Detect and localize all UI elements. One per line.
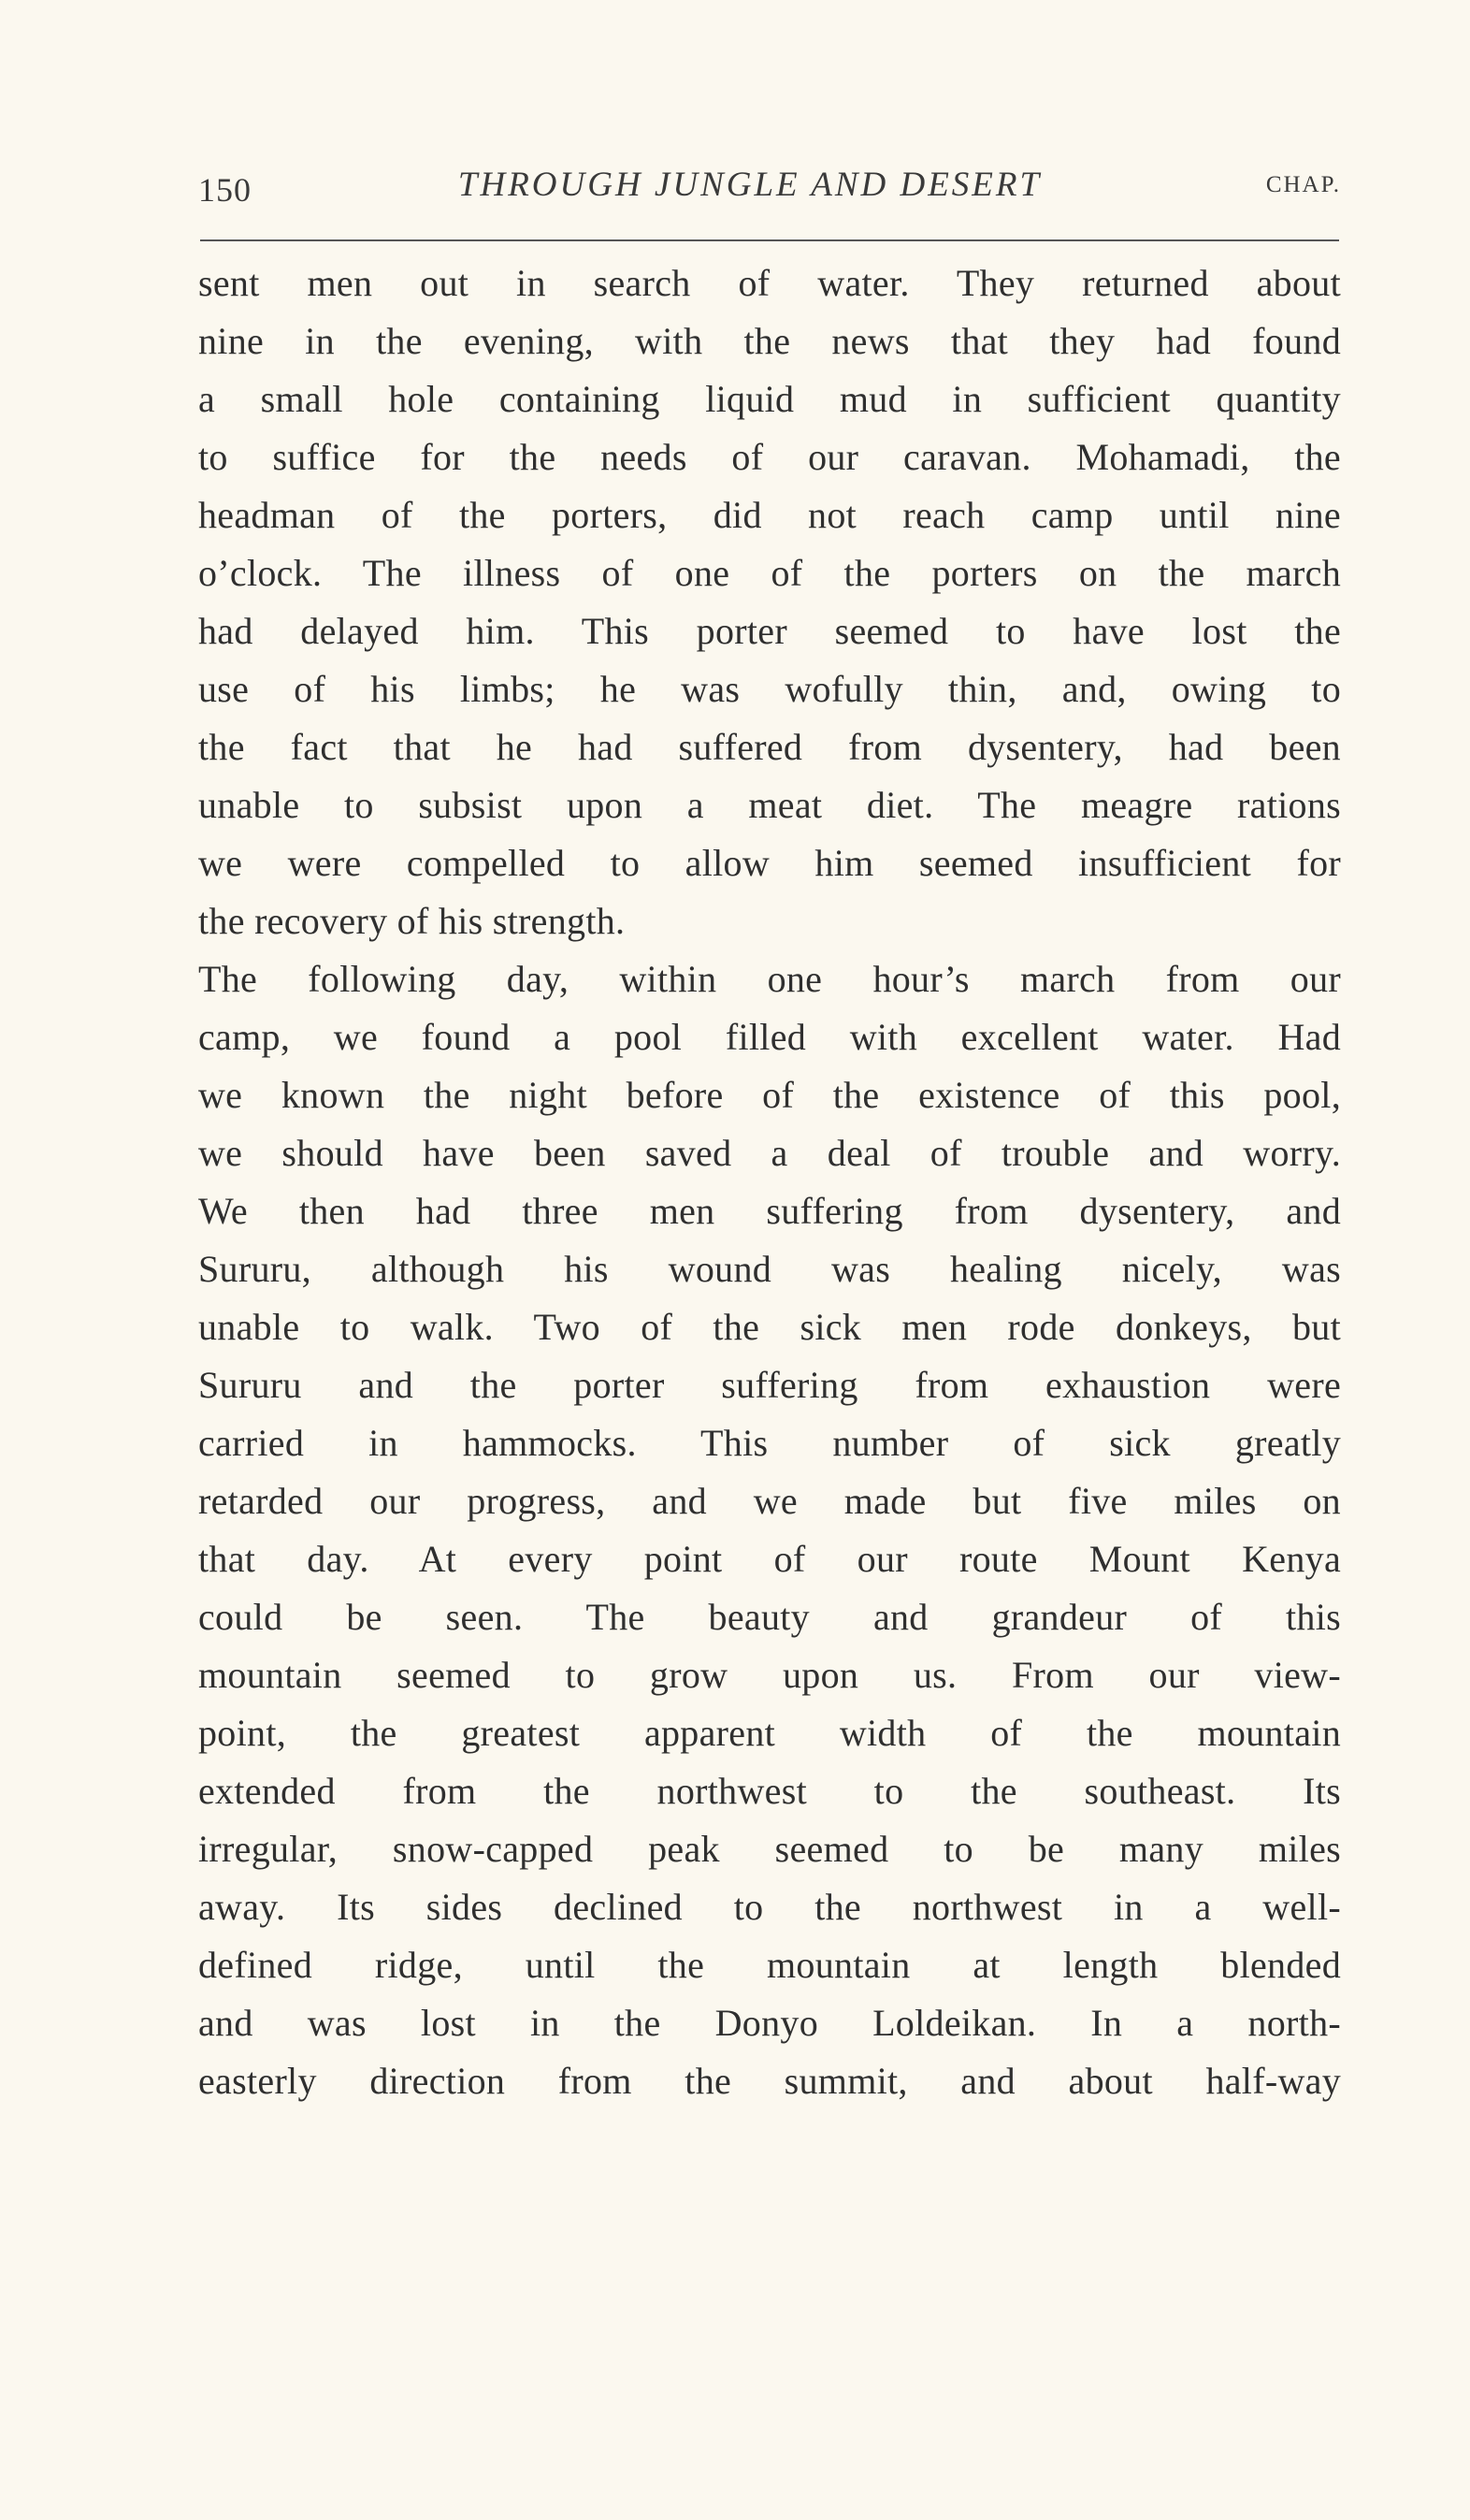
text-line: we should have been saved a deal of trouble and worry. (198, 1132, 1341, 1174)
text-line: Sururu and the porter suffering from exhaustion were (198, 1364, 1341, 1406)
text-line: we known the night before of the existence of this pool, (198, 1074, 1341, 1116)
text-line: defined ridge, until the mountain at length blended (198, 1944, 1341, 1986)
text-line: the fact that he had suffered from dysentery, had been (198, 726, 1341, 768)
text-line: a small hole containing liquid mud in sufficient quantity (198, 378, 1341, 420)
text-line: The following day, within one hour’s march from our (198, 958, 1341, 1000)
page-header (198, 165, 1341, 221)
text-line: sent men out in search of water. They returned about (198, 262, 1341, 304)
text-line: had delayed him. This porter seemed to have lost the (198, 610, 1341, 652)
text-line: irregular, snow-capped peak seemed to be many miles (198, 1828, 1341, 1870)
text-line: to suffice for the needs of our caravan. Mohamadi, the (198, 436, 1341, 478)
text-line: point, the greatest apparent width of the mountain (198, 1712, 1341, 1754)
text-line: headman of the porters, did not reach camp until nine (198, 494, 1341, 536)
chapter-label: CHAP. (1265, 172, 1341, 197)
text-line: the recovery of his strength. (198, 900, 626, 942)
text-line: use of his limbs; he was wofully thin, and, owing to (198, 668, 1341, 710)
text-line: mountain seemed to grow upon us. From our view- (198, 1654, 1341, 1696)
text-line: unable to walk. Two of the sick men rode donkeys, but (198, 1306, 1341, 1348)
text-line: that day. At every point of our route Mount Kenya (198, 1538, 1341, 1580)
header-rule (200, 239, 1339, 241)
text-line: easterly direction from the summit, and about half-way (198, 2060, 1341, 2102)
text-line: and was lost in the Donyo Loldeikan. In a north- (198, 2002, 1341, 2044)
text-line: Sururu, although his wound was healing nicely, was (198, 1248, 1341, 1290)
text-line: away. Its sides declined to the northwest in a well- (198, 1886, 1341, 1928)
text-line: retarded our progress, and we made but five miles on (198, 1480, 1341, 1522)
text-line: carried in hammocks. This number of sick greatly (198, 1422, 1341, 1464)
text-line: o’clock. The illness of one of the porters on the march (198, 552, 1341, 594)
body-text (198, 254, 1341, 2110)
text-line: camp, we found a pool filled with excellent water. Had (198, 1016, 1341, 1058)
text-line: nine in the evening, with the news that they had found (198, 320, 1341, 362)
text-line: we were compelled to allow him seemed insufficient for (198, 842, 1341, 884)
page-number: 150 (198, 171, 252, 209)
text-line: extended from the northwest to the southeast. Its (198, 1770, 1341, 1812)
text-line: We then had three men suffering from dysentery, and (198, 1190, 1341, 1232)
text-line: could be seen. The beauty and grandeur of this (198, 1596, 1341, 1638)
text-line: unable to subsist upon a meat diet. The meagre rations (198, 784, 1341, 826)
running-title: THROUGH JUNGLE AND DESERT (457, 166, 1043, 204)
